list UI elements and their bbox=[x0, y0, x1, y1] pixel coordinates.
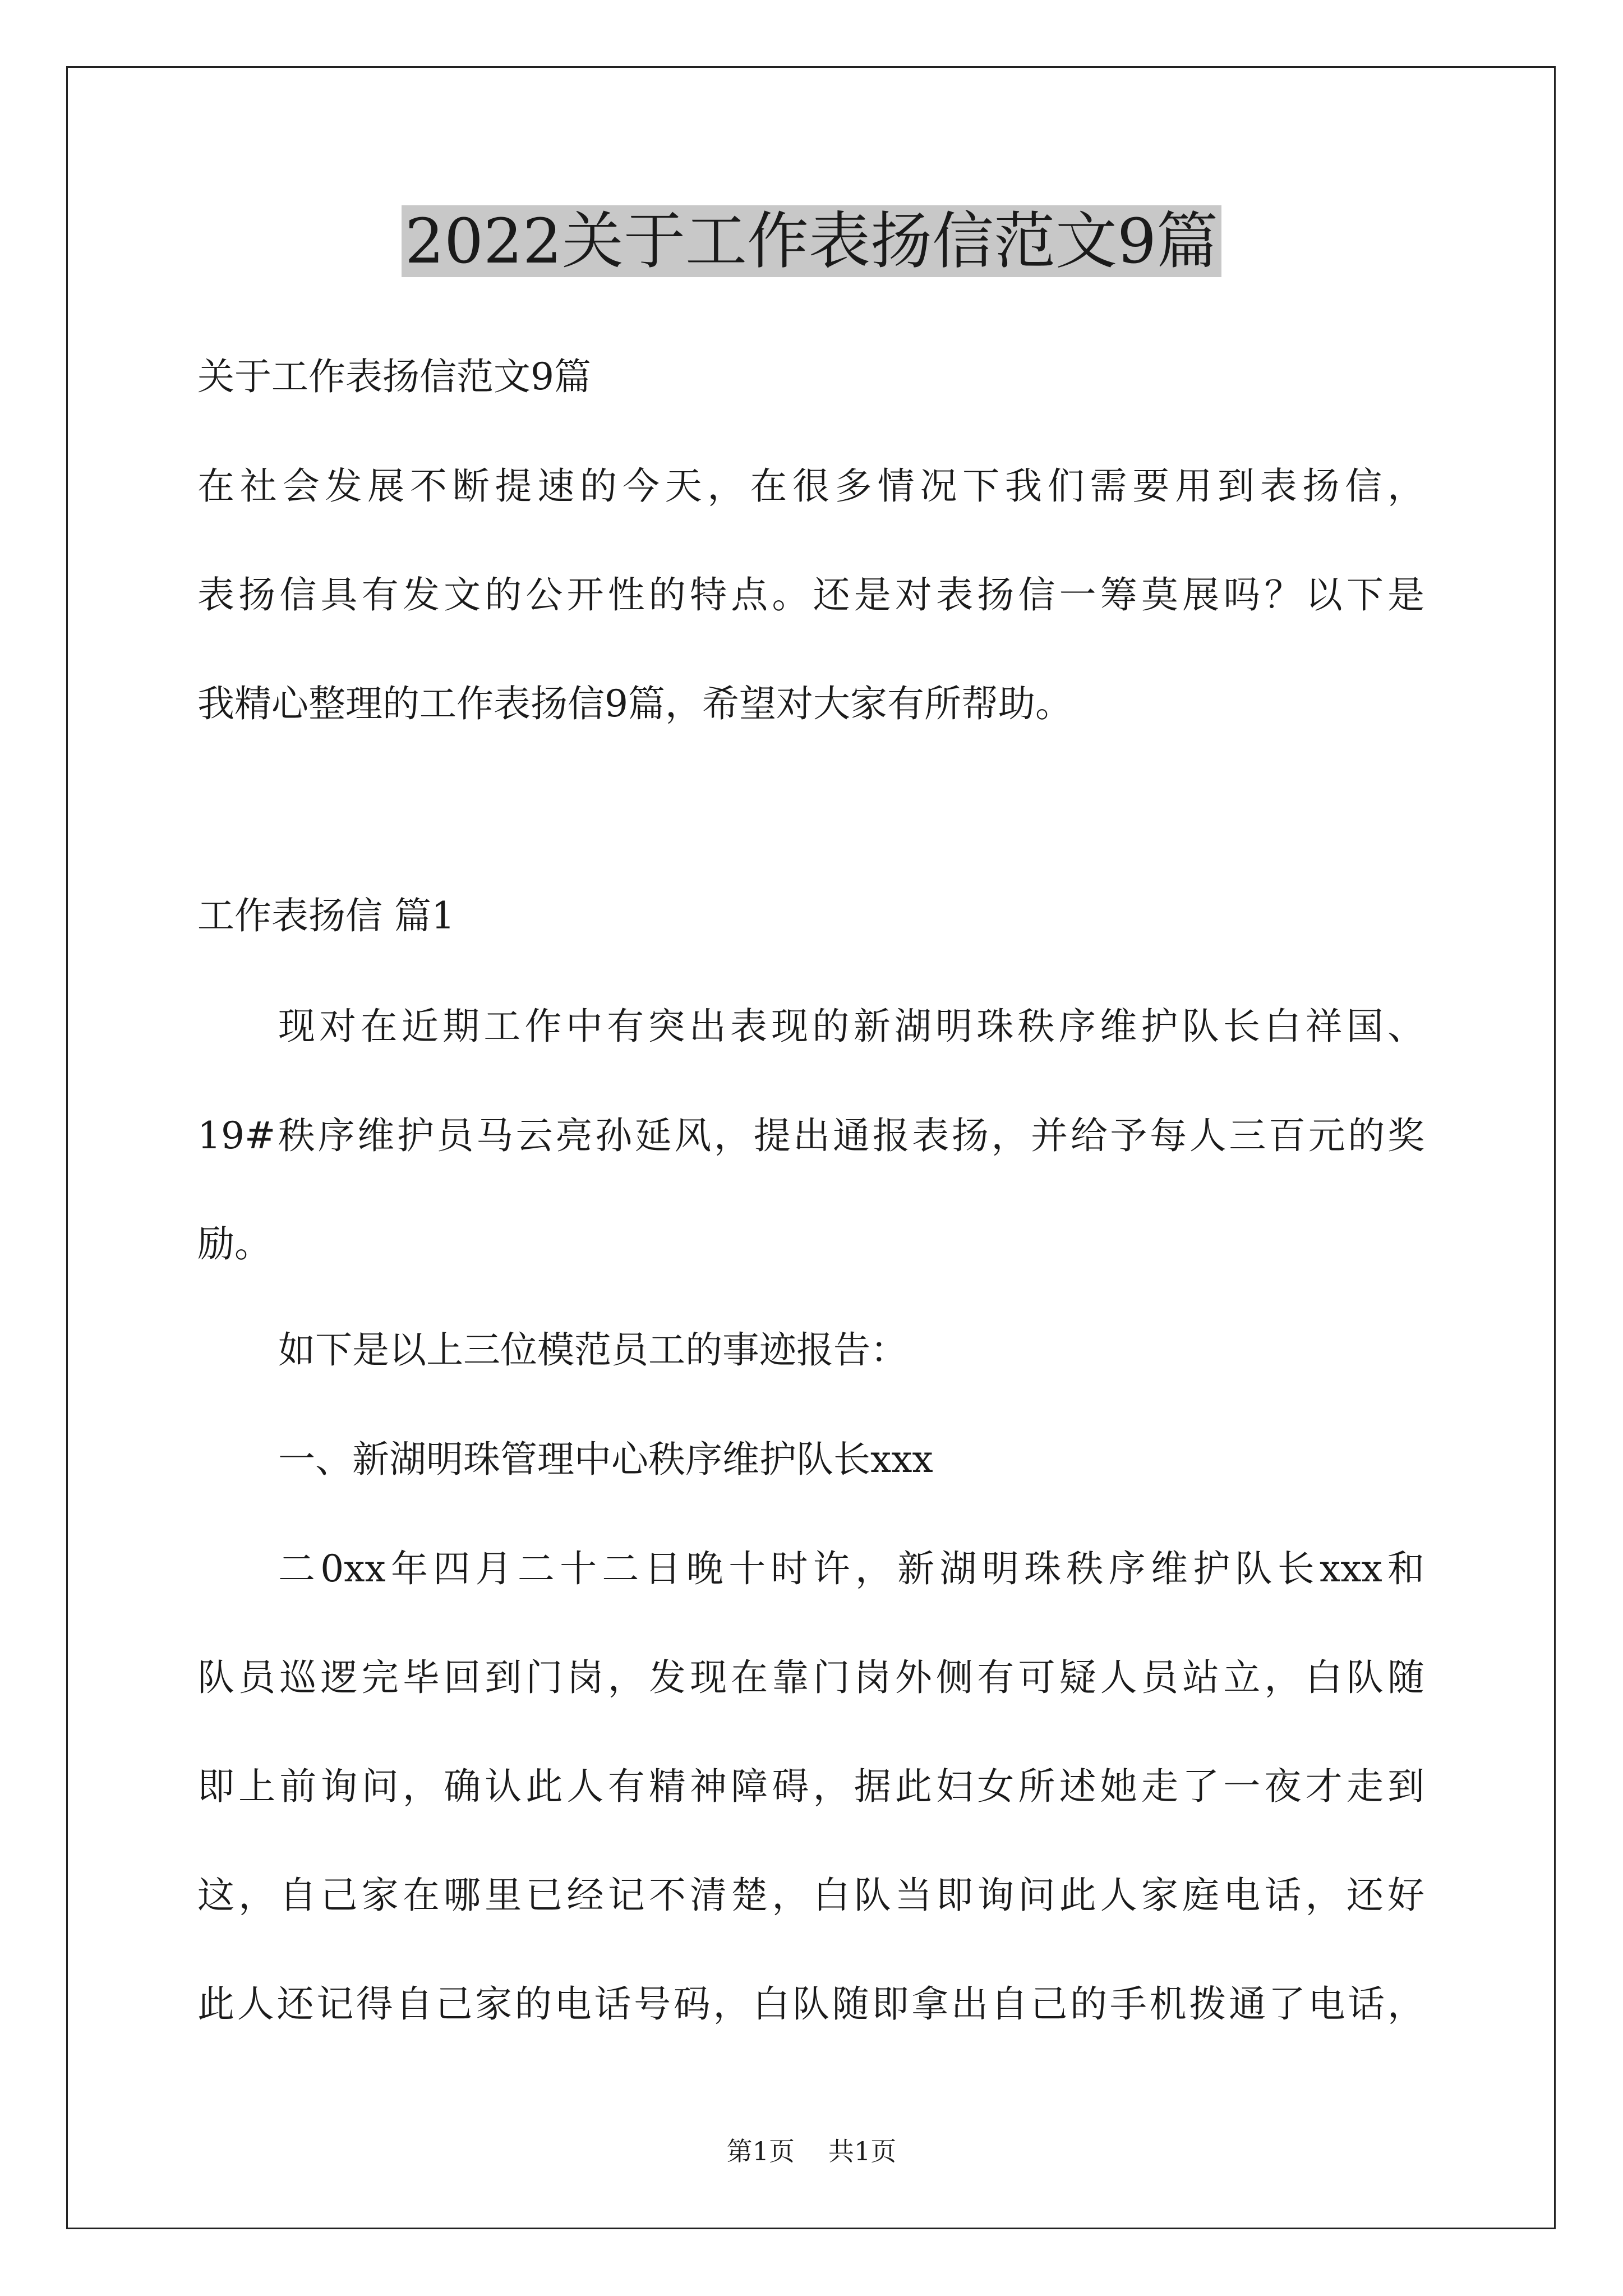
document-title-text: 2022关于工作表扬信范文9篇 bbox=[402, 205, 1221, 277]
para4-line-4: 这，自己家在哪里已经记不清楚，白队当即询问此人家庭电话，还好 bbox=[197, 1874, 1424, 1917]
intro-line-3: 我精心整理的工作表扬信9篇，希望对大家有所帮助。 bbox=[197, 682, 1072, 725]
section-heading: 工作表扬信 篇1 bbox=[197, 894, 455, 937]
page-footer bbox=[0, 2134, 1623, 2168]
document-subtitle: 关于工作表扬信范文9篇 bbox=[197, 355, 591, 398]
page-number: 第1页 bbox=[726, 2136, 795, 2166]
para4-line-3: 即上前询问，确认此人有精神障碍，据此妇女所述她走了一夜才走到 bbox=[197, 1765, 1424, 1808]
para3: 一、新湖明珠管理中心秩序维护队长xxx bbox=[278, 1438, 933, 1481]
para4-line-1: 二0xx年四月二十二日晚十时许，新湖明珠秩序维护队长xxx和 bbox=[278, 1547, 1424, 1590]
para4-line-5: 此人还记得自己家的电话号码，白队随即拿出自己的手机拨通了电话， bbox=[197, 1982, 1424, 2026]
intro-line-2: 表扬信具有发文的公开性的特点。还是对表扬信一筹莫展吗？以下是 bbox=[197, 573, 1424, 616]
para1-line-1: 现对在近期工作中有突出表现的新湖明珠秩序维护队长白祥国、 bbox=[278, 1005, 1424, 1048]
document-title bbox=[0, 199, 1623, 283]
para1-line-2: 19#秩序维护员马云亮孙延风，提出通报表扬，并给予每人三百元的奖 bbox=[197, 1114, 1424, 1157]
intro-line-1: 在社会发展不断提速的今天，在很多情况下我们需要用到表扬信， bbox=[197, 464, 1424, 508]
para1-line-3: 励。 bbox=[197, 1222, 271, 1266]
page-total: 共1页 bbox=[828, 2136, 897, 2166]
para2: 如下是以上三位模范员工的事迹报告： bbox=[278, 1328, 907, 1372]
para4-line-2: 队员巡逻完毕回到门岗，发现在靠门岗外侧有可疑人员站立，白队随 bbox=[197, 1656, 1424, 1699]
